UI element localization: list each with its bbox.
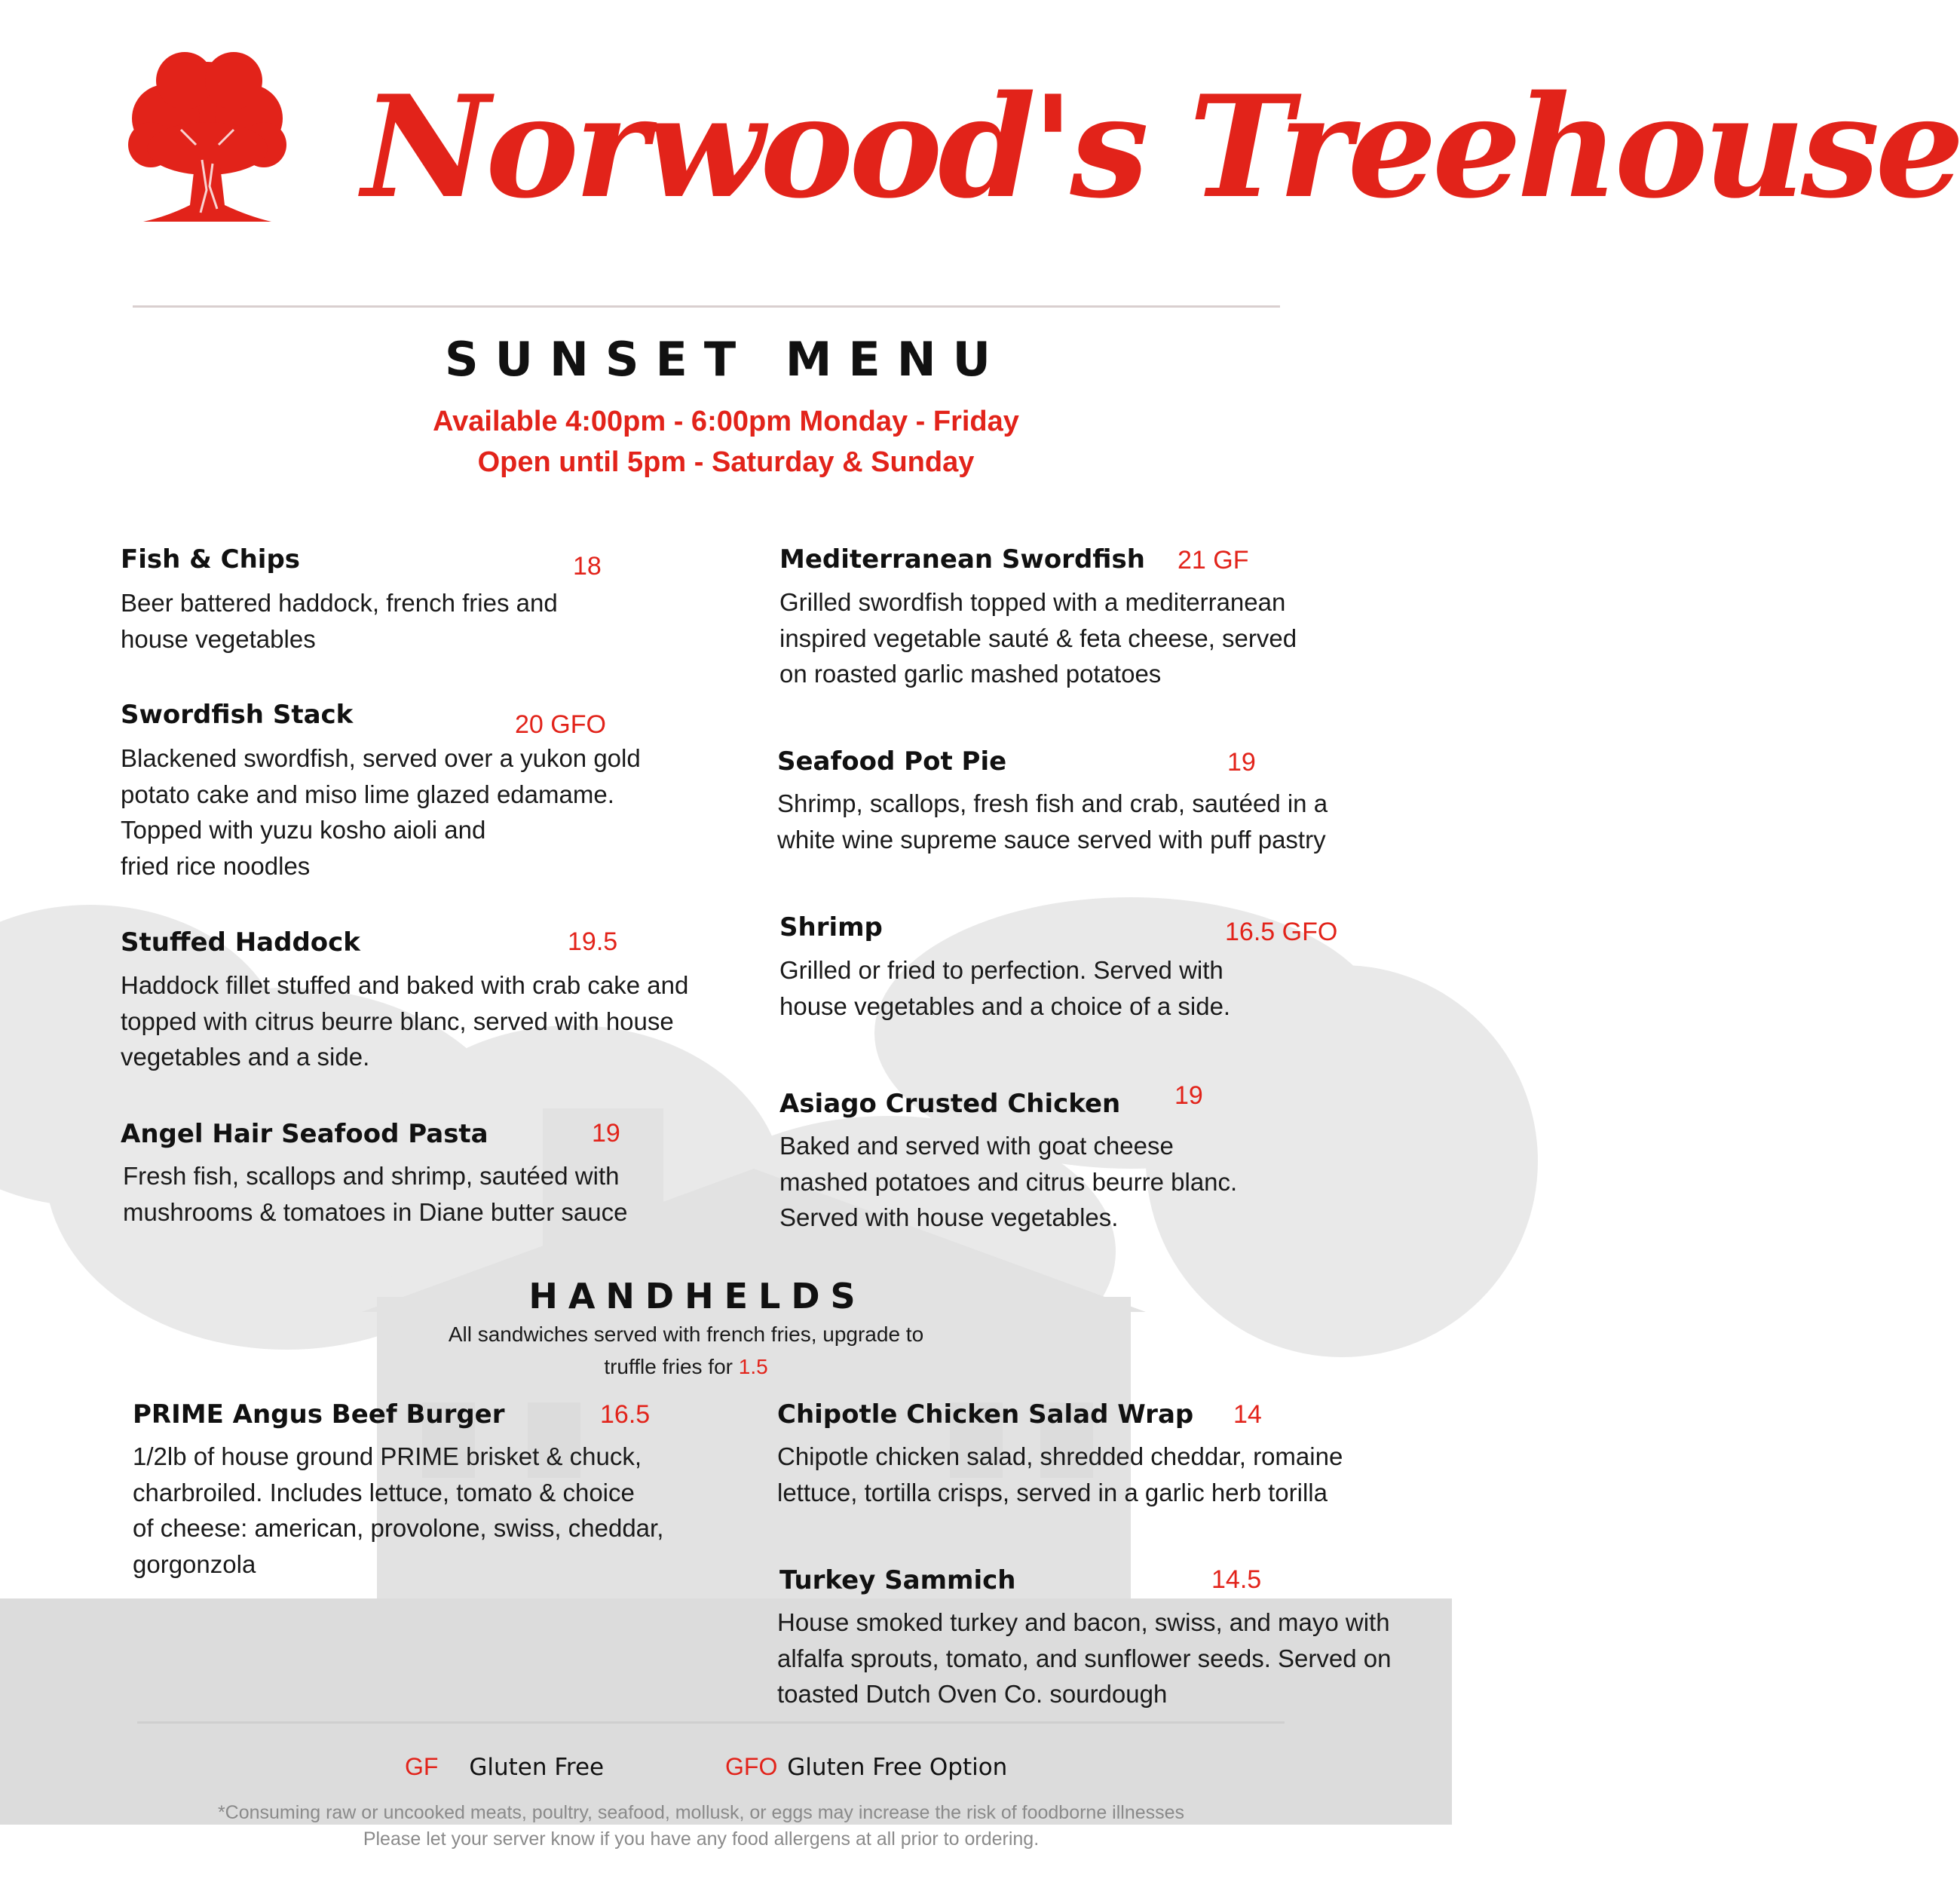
item-name: Seafood Pot Pie: [777, 746, 1007, 777]
item-description: Haddock fillet stuffed and baked with crab cake and topped with citrus beurre blanc, served with house vegetables and a side.: [121, 971, 689, 1071]
disclaimer-line: *Consuming raw or uncooked meats, poultry, seafood, mollusk, or eggs may increase the risk of foodborne illnesses: [217, 1802, 1185, 1823]
item-description: 1/2lb of house ground PRIME brisket & chuck, charbroiled. Includes lettuce, tomato & choice of cheese: american, provolone, swiss, cheddar, gorgonzola: [133, 1442, 664, 1578]
upgrade-price: 1.5: [738, 1355, 768, 1378]
item-name: Mediterranean Swordfish: [779, 544, 1145, 575]
item-name: Asiago Crusted Chicken: [779, 1089, 1121, 1119]
handhelds-title: HANDHELDS: [528, 1276, 866, 1316]
legend-label: Gluten Free Option: [787, 1754, 1008, 1781]
item-description: Beer battered haddock, french fries and house vegetables: [121, 589, 558, 653]
item-name: Swordfish Stack: [121, 700, 354, 730]
item-price: 19: [1227, 748, 1256, 777]
footer-divider: [137, 1721, 1285, 1724]
legend-label: Gluten Free: [469, 1754, 605, 1781]
item-description: Shrimp, scallops, fresh fish and crab, sautéed in a white wine supreme sauce served with puff pastry: [777, 789, 1328, 854]
item-description: Baked and served with goat cheese mashed potatoes and citrus beurre blanc. Served with house vegetables.: [779, 1132, 1238, 1231]
item-name: PRIME Angus Beef Burger: [133, 1399, 505, 1430]
handhelds-note: All sandwiches served with french fries, upgrade to: [448, 1323, 924, 1346]
legend-gfo: [725, 1753, 1007, 1781]
item-name: Angel Hair Seafood Pasta: [121, 1119, 488, 1149]
item-price: 21 GF: [1178, 546, 1249, 575]
item-price: 16.5: [600, 1400, 651, 1429]
weekday-hours: Available 4:00pm - 6:00pm Monday - Friday: [433, 406, 1019, 437]
item-price: 19.5: [568, 927, 618, 956]
item-price: 14.5: [1211, 1565, 1262, 1594]
legend-code: GF: [405, 1753, 439, 1780]
item-price: 18: [573, 552, 602, 581]
menu-item: [121, 544, 300, 575]
item-name: Fish & Chips: [121, 544, 301, 575]
header-divider: [133, 305, 1280, 308]
disclaimer-line: Please let your server know if you have any food allergens at all prior to ordering.: [363, 1828, 1040, 1850]
item-price: 19: [1174, 1081, 1203, 1110]
item-name: Stuffed Haddock: [121, 927, 360, 958]
item-name: Turkey Sammich: [779, 1565, 1016, 1595]
item-description: Chipotle chicken salad, shredded cheddar, romaine lettuce, tortilla crisps, served in a garlic herb torilla: [777, 1442, 1343, 1506]
sunset-menu-title: SUNSET MENU: [444, 332, 1008, 387]
item-description: Blackened swordfish, served over a yukon gold potato cake and miso lime glazed edamame. Topped with yuzu kosho aioli and fried rice noodles: [121, 744, 641, 880]
brand-title: Norwood's Treehouse: [362, 64, 1960, 229]
item-description: House smoked turkey and bacon, swiss, and mayo with alfalfa sprouts, tomato, and sunflower seeds. Served on toasted Dutch Oven Co. sourdough: [777, 1608, 1392, 1708]
item-description: Grilled swordfish topped with a mediterranean inspired vegetable sauté & feta cheese, served on roasted garlic mashed potatoes: [779, 588, 1297, 688]
legend-code: GFO: [725, 1753, 778, 1780]
item-price: 20 GFO: [515, 710, 606, 739]
weekend-hours: Open until 5pm - Saturday & Sunday: [477, 446, 975, 478]
item-description: Fresh fish, scallops and shrimp, sautéed with mushrooms & tomatoes in Diane butter sauce: [123, 1162, 628, 1226]
item-price: 16.5 GFO: [1225, 918, 1338, 946]
item-price: 14: [1233, 1400, 1262, 1429]
tree-icon: [121, 47, 294, 235]
item-price: 19: [592, 1119, 620, 1148]
handhelds-note-upgrade: truffle fries for 1.5: [604, 1355, 768, 1378]
item-description: Grilled or fried to perfection. Served with house vegetables and a choice of a side.: [779, 956, 1231, 1020]
item-name: Chipotle Chicken Salad Wrap: [777, 1399, 1194, 1430]
legend-gf: [405, 1753, 604, 1781]
item-name: Shrimp: [779, 912, 883, 942]
